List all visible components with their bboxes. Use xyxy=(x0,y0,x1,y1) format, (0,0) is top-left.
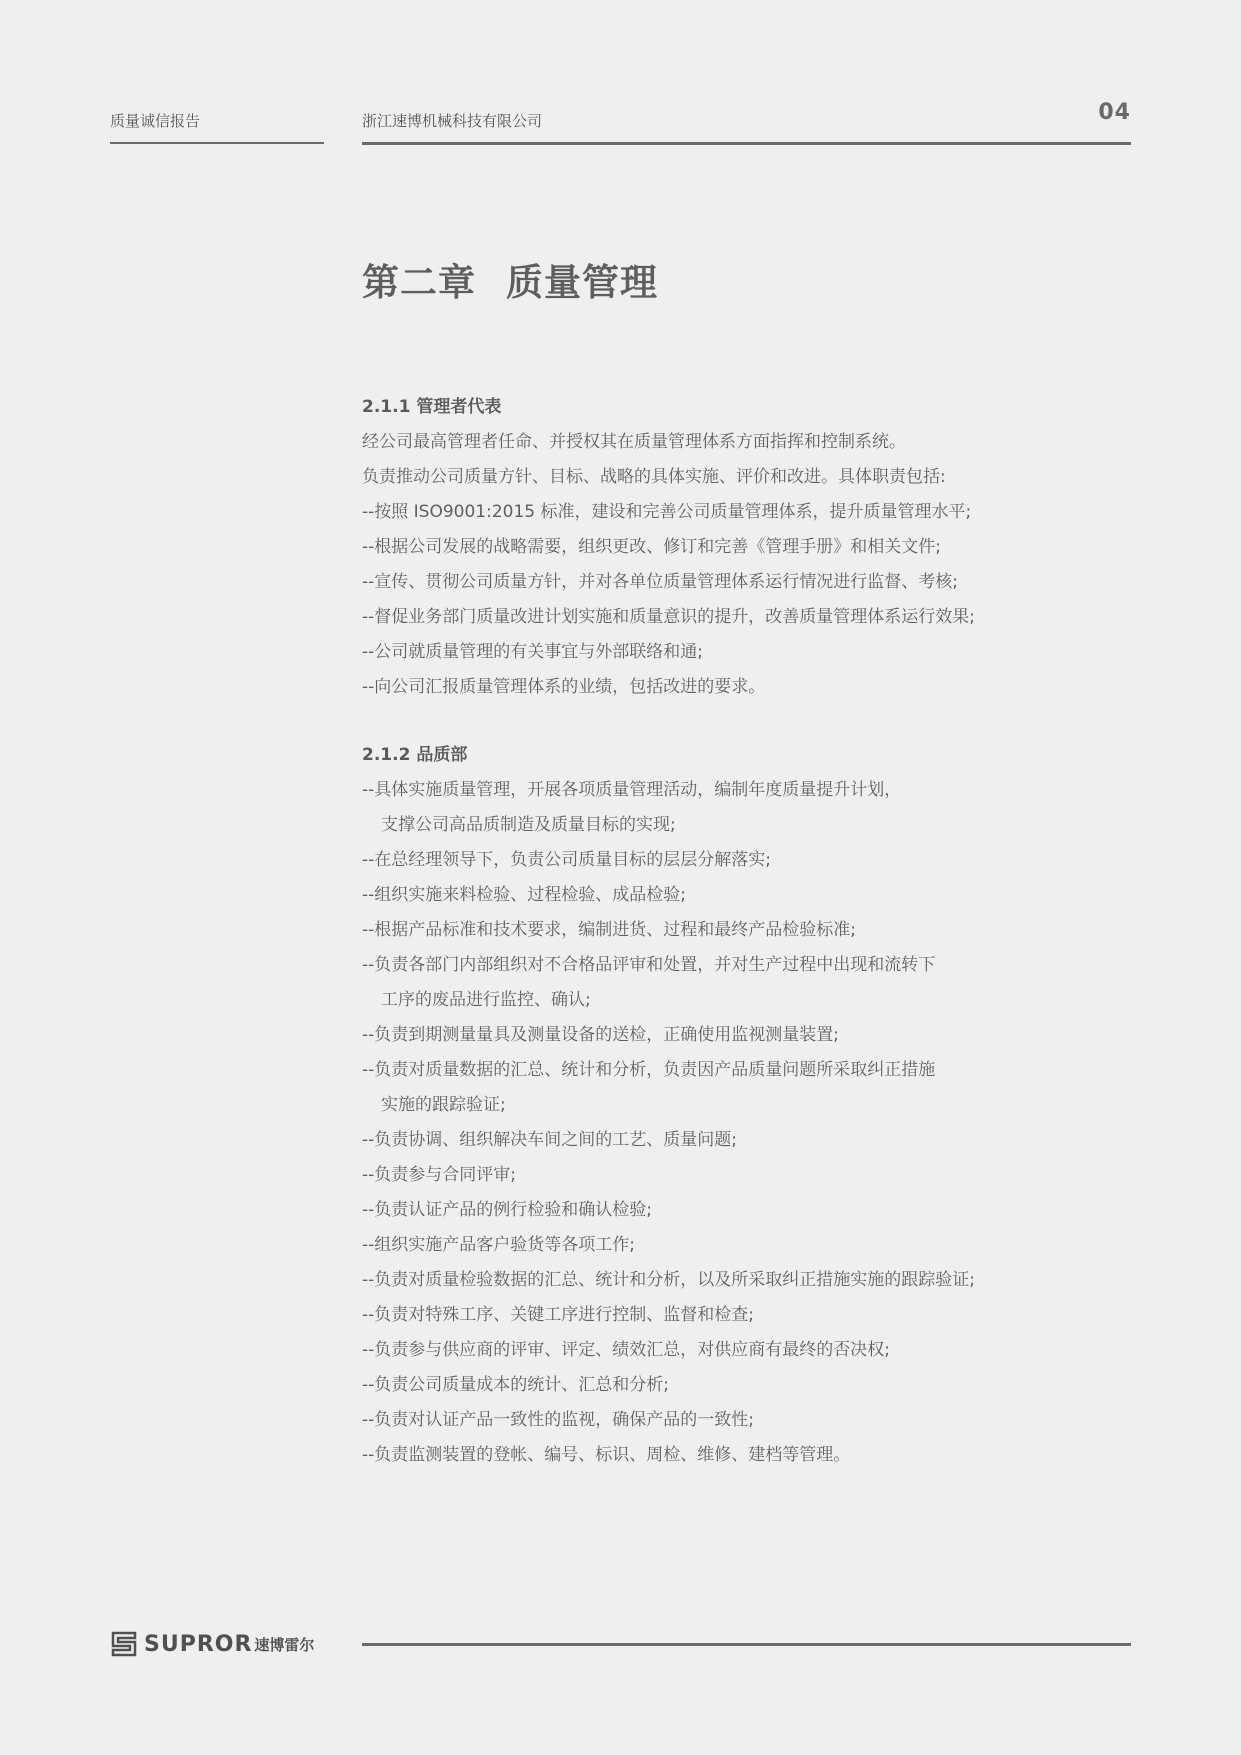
footer-logo xyxy=(110,1629,314,1659)
company-name: 浙江速博机械科技有限公司 xyxy=(362,112,543,130)
list-item: --根据产品标准和技术要求，编制进货、过程和最终产品检验标准; xyxy=(362,920,856,940)
section-spacer xyxy=(362,705,1162,738)
page-number: 04 xyxy=(1098,100,1131,125)
list-item: --负责监测装置的登帐、编号、标识、周检、维修、建档等管理。 xyxy=(362,1445,851,1465)
chapter-name: 质量管理 xyxy=(506,261,658,304)
list-item: --具体实施质量管理，开展各项质量管理活动，编制年度质量提升计划， xyxy=(362,780,902,800)
list-item: --根据公司发展的战略需要，组织更改、修订和完善《管理手册》和相关文件; xyxy=(362,537,941,557)
list-item: --负责对质量数据的汇总、统计和分析，负责因产品质量问题所采取纠正措施 xyxy=(362,1060,936,1080)
report-title: 质量诚信报告 xyxy=(110,112,201,130)
document-body xyxy=(362,390,1162,1473)
list-item: --负责公司质量成本的统计、汇总和分析; xyxy=(362,1375,669,1395)
list-item: --按照 ISO9001:2015 标准，建设和完善公司质量管理体系，提升质量管理水平; xyxy=(362,502,972,522)
section-heading-management-rep: 2.1.1 管理者代表 xyxy=(362,397,502,417)
list-item: --负责对特殊工序、关键工序进行控制、监督和检查; xyxy=(362,1305,754,1325)
list-item: --负责认证产品的例行检验和确认检验; xyxy=(362,1200,652,1220)
list-item: --在总经理领导下，负责公司质量目标的层层分解落实; xyxy=(362,850,771,870)
brand-name: SUPROR xyxy=(144,1631,253,1657)
list-item: --向公司汇报质量管理体系的业绩，包括改进的要求。 xyxy=(362,677,766,697)
supror-s-logo-icon xyxy=(110,1630,138,1658)
chapter-number: 第二章 xyxy=(362,261,476,304)
section-heading-quality-dept: 2.1.2 品质部 xyxy=(362,745,468,765)
chapter-title xyxy=(362,252,658,306)
list-item: --负责对认证产品一致性的监视，确保产品的一致性; xyxy=(362,1410,754,1430)
paragraph-line: 负责推动公司质量方针、目标、战略的具体实施、评价和改进。具体职责包括: xyxy=(362,467,946,487)
list-item-continuation: 支撑公司高品质制造及质量目标的实现; xyxy=(381,815,676,835)
list-item: --公司就质量管理的有关事宜与外部联络和通; xyxy=(362,642,703,662)
paragraph-line: 经公司最高管理者任命、并授权其在质量管理体系方面指挥和控制系统。 xyxy=(362,432,906,452)
list-item-continuation: 实施的跟踪验证; xyxy=(381,1095,506,1115)
header-left-divider xyxy=(110,142,324,144)
list-item: --组织实施来料检验、过程检验、成品检验; xyxy=(362,885,686,905)
list-item: --宣传、贯彻公司质量方针，并对各单位质量管理体系运行情况进行监督、考核; xyxy=(362,572,958,592)
list-item-continuation: 工序的废品进行监控、确认; xyxy=(381,990,591,1010)
brand-name-cn: 速博雷尔 xyxy=(254,1635,315,1654)
footer-divider xyxy=(362,1643,1131,1646)
list-item: --督促业务部门质量改进计划实施和质量意识的提升，改善质量管理体系运行效果; xyxy=(362,607,975,627)
header-right-divider xyxy=(362,142,1131,145)
list-item: --负责到期测量量具及测量设备的送检，正确使用监视测量装置; xyxy=(362,1025,839,1045)
list-item: --负责参与供应商的评审、评定、绩效汇总，对供应商有最终的否决权; xyxy=(362,1340,890,1360)
list-item: --负责协调、组织解决车间之间的工艺、质量问题; xyxy=(362,1130,737,1150)
list-item: --组织实施产品客户验货等各项工作; xyxy=(362,1235,635,1255)
list-item: --负责各部门内部组织对不合格品评审和处置，并对生产过程中出现和流转下 xyxy=(362,955,936,975)
list-item: --负责对质量检验数据的汇总、统计和分析，以及所采取纠正措施实施的跟踪验证; xyxy=(362,1270,975,1290)
list-item: --负责参与合同评审; xyxy=(362,1165,516,1185)
